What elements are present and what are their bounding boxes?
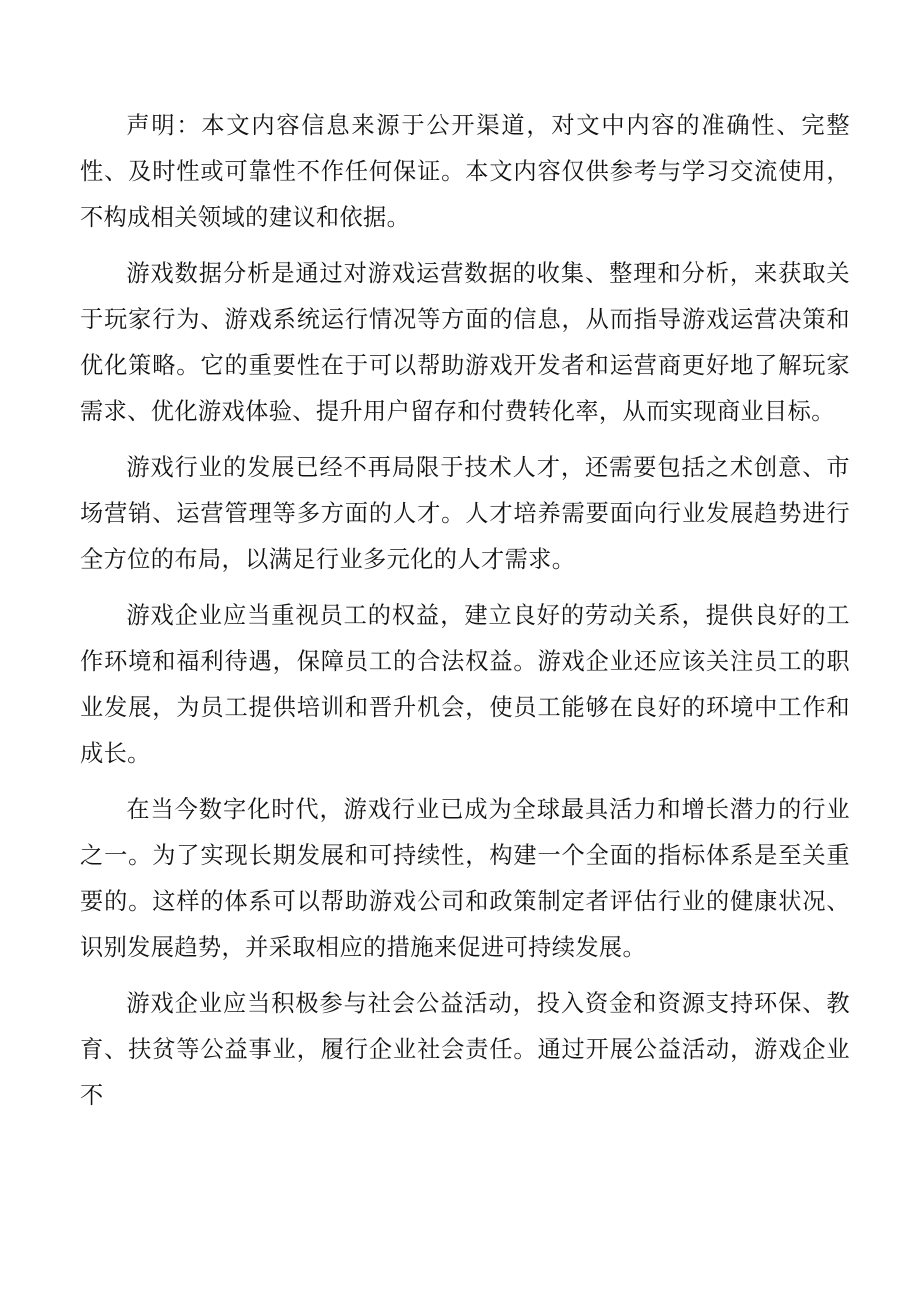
paragraph-data-analysis: 游戏数据分析是通过对游戏运营数据的收集、整理和分析，来获取关于玩家行为、游戏系统运行情况等方面的信息，从而指导游戏运营决策和优化策略。它的重要性在于可以帮助游戏开发者和运营商更好地了解玩家需求、优化游戏体验、提升用户留存和付费转化率，从而实现商业目标。 [80,260,850,425]
paragraph-employee-rights: 游戏企业应当重视员工的权益，建立良好的劳动关系，提供良好的工作环境和福利待遇，保障员工的合法权益。游戏企业还应该关注员工的职业发展，为员工提供培训和晋升机会，使员工能够在良好的环境中工作和成长。 [80,602,850,767]
paragraph-disclaimer: 声明：本文内容信息来源于公开渠道，对文中内容的准确性、完整性、及时性或可靠性不作任何保证。本文内容仅供参考与学习交流使用，不构成相关领域的建议和依据。 [80,112,850,231]
document-body [80,103,850,1129]
paragraph-talent: 游戏行业的发展已经不再局限于技术人才，还需要包括之术创意、市场营销、运营管理等多方面的人才。人才培养需要面向行业发展趋势进行全方位的布局，以满足行业多元化的人才需求。 [80,454,850,573]
paragraph-public-welfare: 游戏企业应当积极参与社会公益活动，投入资金和资源支持环保、教育、扶贫等公益事业，履行企业社会责任。通过开展公益活动，游戏企业不 [80,990,850,1109]
paragraph-indicator-system: 在当今数字化时代，游戏行业已成为全球最具活力和增长潜力的行业之一。为了实现长期发展和可持续性，构建一个全面的指标体系是至关重要的。这样的体系可以帮助游戏公司和政策制定者评估行业的健康状况、识别发展趋势，并采取相应的措施来促进可持续发展。 [80,796,850,961]
